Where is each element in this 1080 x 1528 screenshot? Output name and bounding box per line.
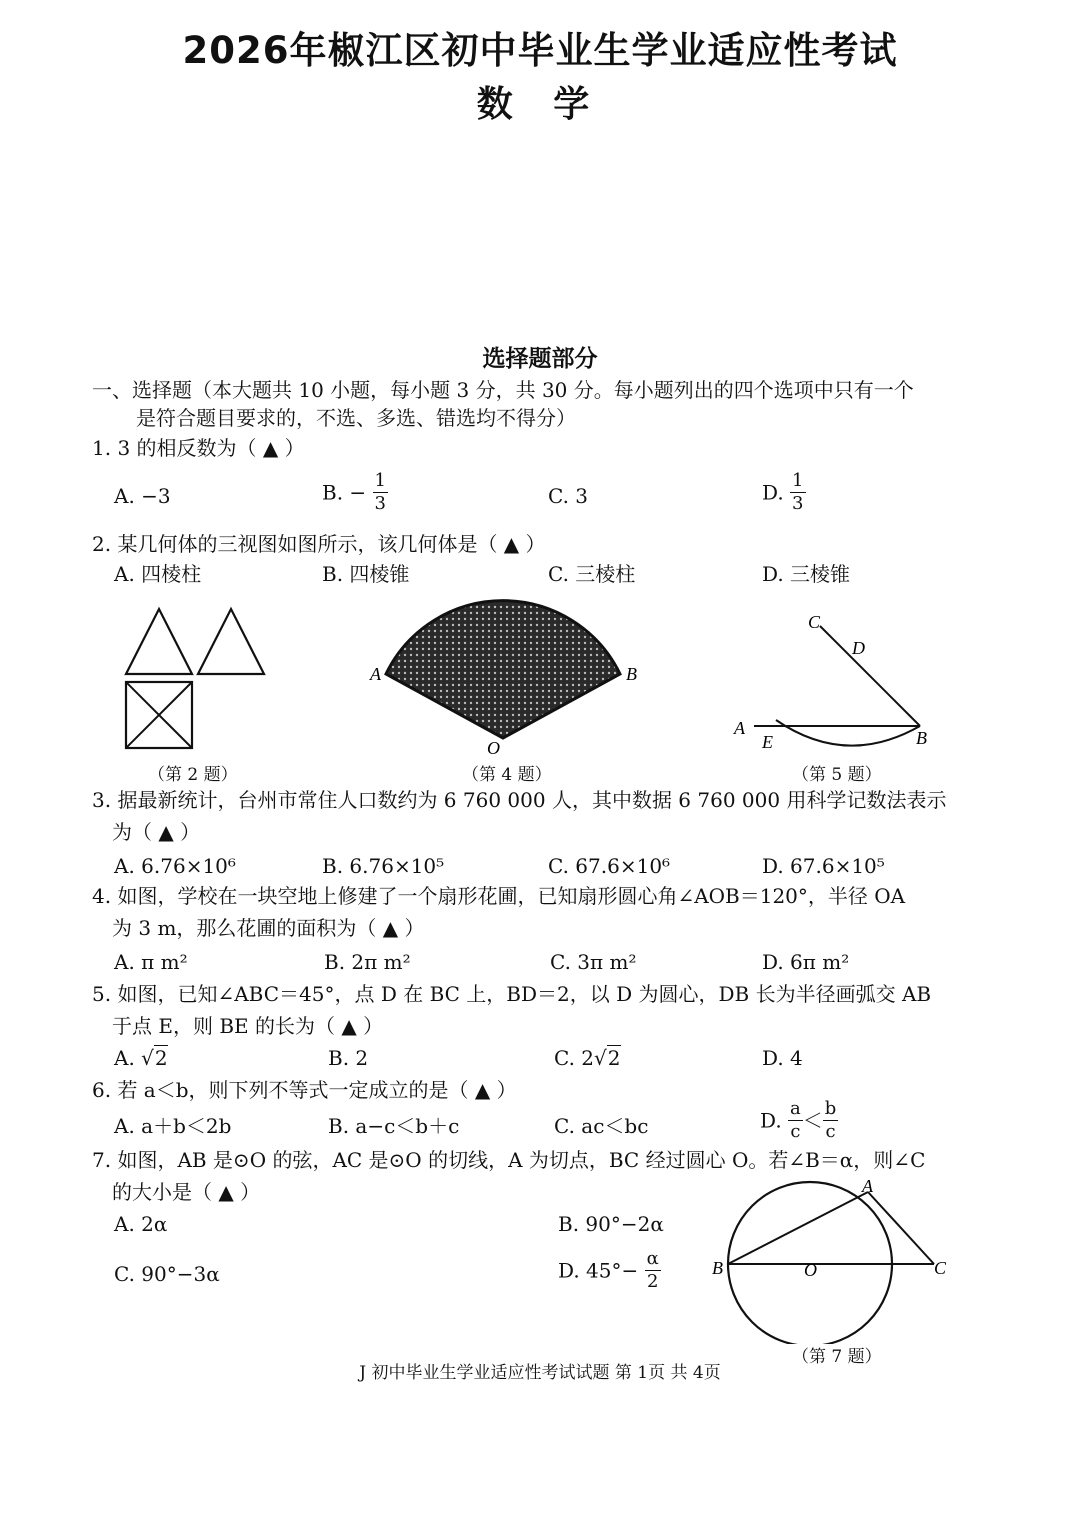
q6-option-d-fraction-1 (788, 1098, 803, 1143)
q7-option-d-prefix: D. 45°− (558, 1258, 639, 1283)
q6-option-d-operator: ＜ (802, 1108, 823, 1133)
fig4-caption: （第 4 题） (462, 765, 552, 785)
sqrt-icon: √ (594, 1046, 607, 1070)
q1-option-b-prefix: B. − (322, 480, 367, 505)
fig7-label-o: O (804, 1260, 817, 1280)
fig7-chord-ab (728, 1192, 868, 1264)
q2-option-b: B. 四棱锥 (322, 562, 410, 586)
q2-option-c: C. 三棱柱 (548, 562, 636, 586)
q6-option-d-numerator-2: b (824, 1098, 837, 1119)
fig5-arc (776, 720, 920, 746)
q1-option-d-denominator: 3 (792, 493, 804, 514)
q1-option-d-numerator: 1 (792, 470, 804, 491)
q7-stem-line-2: 的大小是（ ▲ ） (112, 1180, 261, 1204)
fig4-label-a: A (370, 664, 381, 684)
q1-option-b-fraction (373, 470, 388, 515)
q7-option-b: B. 90°−2α (558, 1212, 664, 1236)
q6-option-a: A. a＋b＜2b (114, 1114, 232, 1138)
q1-option-b (322, 470, 388, 515)
fig4-sector-diagram (360, 598, 650, 758)
q1-option-d (762, 470, 806, 515)
q7-option-d-numerator: α (646, 1248, 659, 1269)
q1-option-d-prefix: D. (762, 480, 784, 505)
fig5-label-b: B (916, 728, 927, 748)
q1-stem: 1. 3 的相反数为（ ▲ ） (92, 436, 305, 460)
q6-option-d-numerator-1: a (790, 1098, 801, 1119)
exam-title: 2026年椒江区初中毕业生学业适应性考试 (182, 29, 898, 72)
q4-option-d: D. 6π m² (762, 950, 850, 974)
q2-option-a: A. 四棱柱 (114, 562, 202, 586)
q3-stem-line-1: 3. 据最新统计，台州市常住人口数约为 6 760 000 人，其中数据 6 760 000 用科学记数法表示 (92, 788, 947, 812)
fig2-caption: （第 2 题） (148, 765, 238, 785)
fig5-label-d: D (852, 638, 865, 658)
q2-option-d: D. 三棱锥 (762, 562, 851, 586)
q3-option-d: D. 67.6×10⁵ (762, 854, 885, 878)
q3-stem-line-2: 为（ ▲ ） (112, 820, 201, 844)
fig7-label-c: C (934, 1258, 947, 1278)
q6-option-d-prefix: D. (760, 1108, 782, 1133)
q6-option-b: B. a−c＜b＋c (328, 1114, 460, 1138)
fig5-label-a: A (734, 718, 745, 738)
fig7-label-a: A (862, 1176, 873, 1196)
q6-option-c: C. ac＜bc (554, 1114, 649, 1138)
q3-option-c: C. 67.6×10⁶ (548, 854, 671, 878)
fig5-label-c: C (808, 612, 821, 632)
q7-option-c: C. 90°−3α (114, 1262, 220, 1286)
q5-option-a (114, 1044, 168, 1072)
section-title: 选择题部分 (482, 346, 598, 372)
fig5-segment-bc (820, 626, 920, 726)
q6-option-d (760, 1098, 838, 1143)
q1-option-d-fraction (790, 470, 805, 515)
q5-option-a-prefix: A. (114, 1046, 135, 1070)
q3-option-b: B. 6.76×10⁵ (322, 854, 445, 878)
q5-option-b: B. 2 (328, 1046, 369, 1070)
fig4-sector-shape (386, 601, 620, 738)
q5-option-a-radicand: 2 (154, 1046, 168, 1070)
q1-option-b-numerator: 1 (374, 470, 386, 491)
fig2-side-view-triangle (198, 609, 264, 674)
q1-option-c: C. 3 (548, 484, 589, 508)
q7-option-d (558, 1248, 661, 1293)
q6-option-d-fraction-2 (823, 1098, 839, 1143)
q4-stem-line-1: 4. 如图，学校在一块空地上修建了一个扇形花圃，已知扇形圆心角∠AOB＝120°，半径 OA (92, 884, 906, 908)
fig2-front-view-triangle (126, 609, 192, 674)
q4-stem-line-2: 为 3 m，那么花圃的面积为（ ▲ ） (112, 916, 425, 940)
q1-option-a: A. −3 (114, 484, 171, 508)
q7-option-a: A. 2α (114, 1212, 168, 1236)
q1-option-b-denominator: 3 (374, 493, 386, 514)
q5-option-d: D. 4 (762, 1046, 803, 1070)
q5-option-c-prefix: C. 2 (554, 1046, 595, 1070)
section-instruction-line-1: 一、选择题（本大题共 10 小题，每小题 3 分，共 30 分。每小题列出的四个选项中只有一个 (92, 378, 914, 402)
q5-stem-line-2: 于点 E，则 BE 的长为（ ▲ ） (112, 1014, 384, 1038)
q4-option-b: B. 2π m² (324, 950, 411, 974)
q4-option-c: C. 3π m² (550, 950, 637, 974)
q6-option-d-denominator-2: c (825, 1121, 836, 1142)
subject-title: 数 学 (476, 84, 604, 125)
q7-option-d-fraction (645, 1248, 661, 1293)
fig7-caption: （第 7 题） (792, 1347, 882, 1367)
q3-option-a: A. 6.76×10⁶ (114, 854, 236, 878)
q5-option-c-radicand: 2 (607, 1046, 621, 1070)
q5-option-c (554, 1044, 621, 1072)
section-instruction-line-2: 是符合题目要求的，不选、多选、错选均不得分） (136, 406, 576, 430)
fig7-tangent-ac (868, 1192, 934, 1264)
sqrt-icon: √ (141, 1046, 154, 1070)
q4-option-a: A. π m² (114, 950, 188, 974)
q5-stem-line-1: 5. 如图，已知∠ABC＝45°，点 D 在 BC 上，BD＝2，以 D 为圆心，DB 长为半径画弧交 AB (92, 982, 932, 1006)
fig2-three-views (118, 604, 270, 752)
q7-stem-line-1: 7. 如图，AB 是⊙O 的弦，AC 是⊙O 的切线，A 为切点，BC 经过圆心 O。若∠B＝α，则∠C (92, 1148, 926, 1172)
fig4-label-b: B (626, 664, 637, 684)
fig5-caption: （第 5 题） (792, 765, 882, 785)
fig7-label-b: B (712, 1258, 723, 1278)
fig5-angle-diagram (728, 608, 948, 758)
q2-stem: 2. 某几何体的三视图如图所示，该几何体是（ ▲ ） (92, 532, 546, 556)
page-footer: J 初中毕业生学业适应性考试试题 第 1页 共 4页 (359, 1363, 721, 1383)
fig5-label-e: E (762, 732, 773, 752)
fig4-label-o: O (487, 738, 500, 758)
fig7-circle-diagram (706, 1172, 966, 1344)
q6-stem: 6. 若 a＜b，则下列不等式一定成立的是（ ▲ ） (92, 1078, 517, 1102)
q7-option-d-denominator: 2 (646, 1271, 659, 1292)
q6-option-d-denominator-1: c (790, 1121, 801, 1142)
